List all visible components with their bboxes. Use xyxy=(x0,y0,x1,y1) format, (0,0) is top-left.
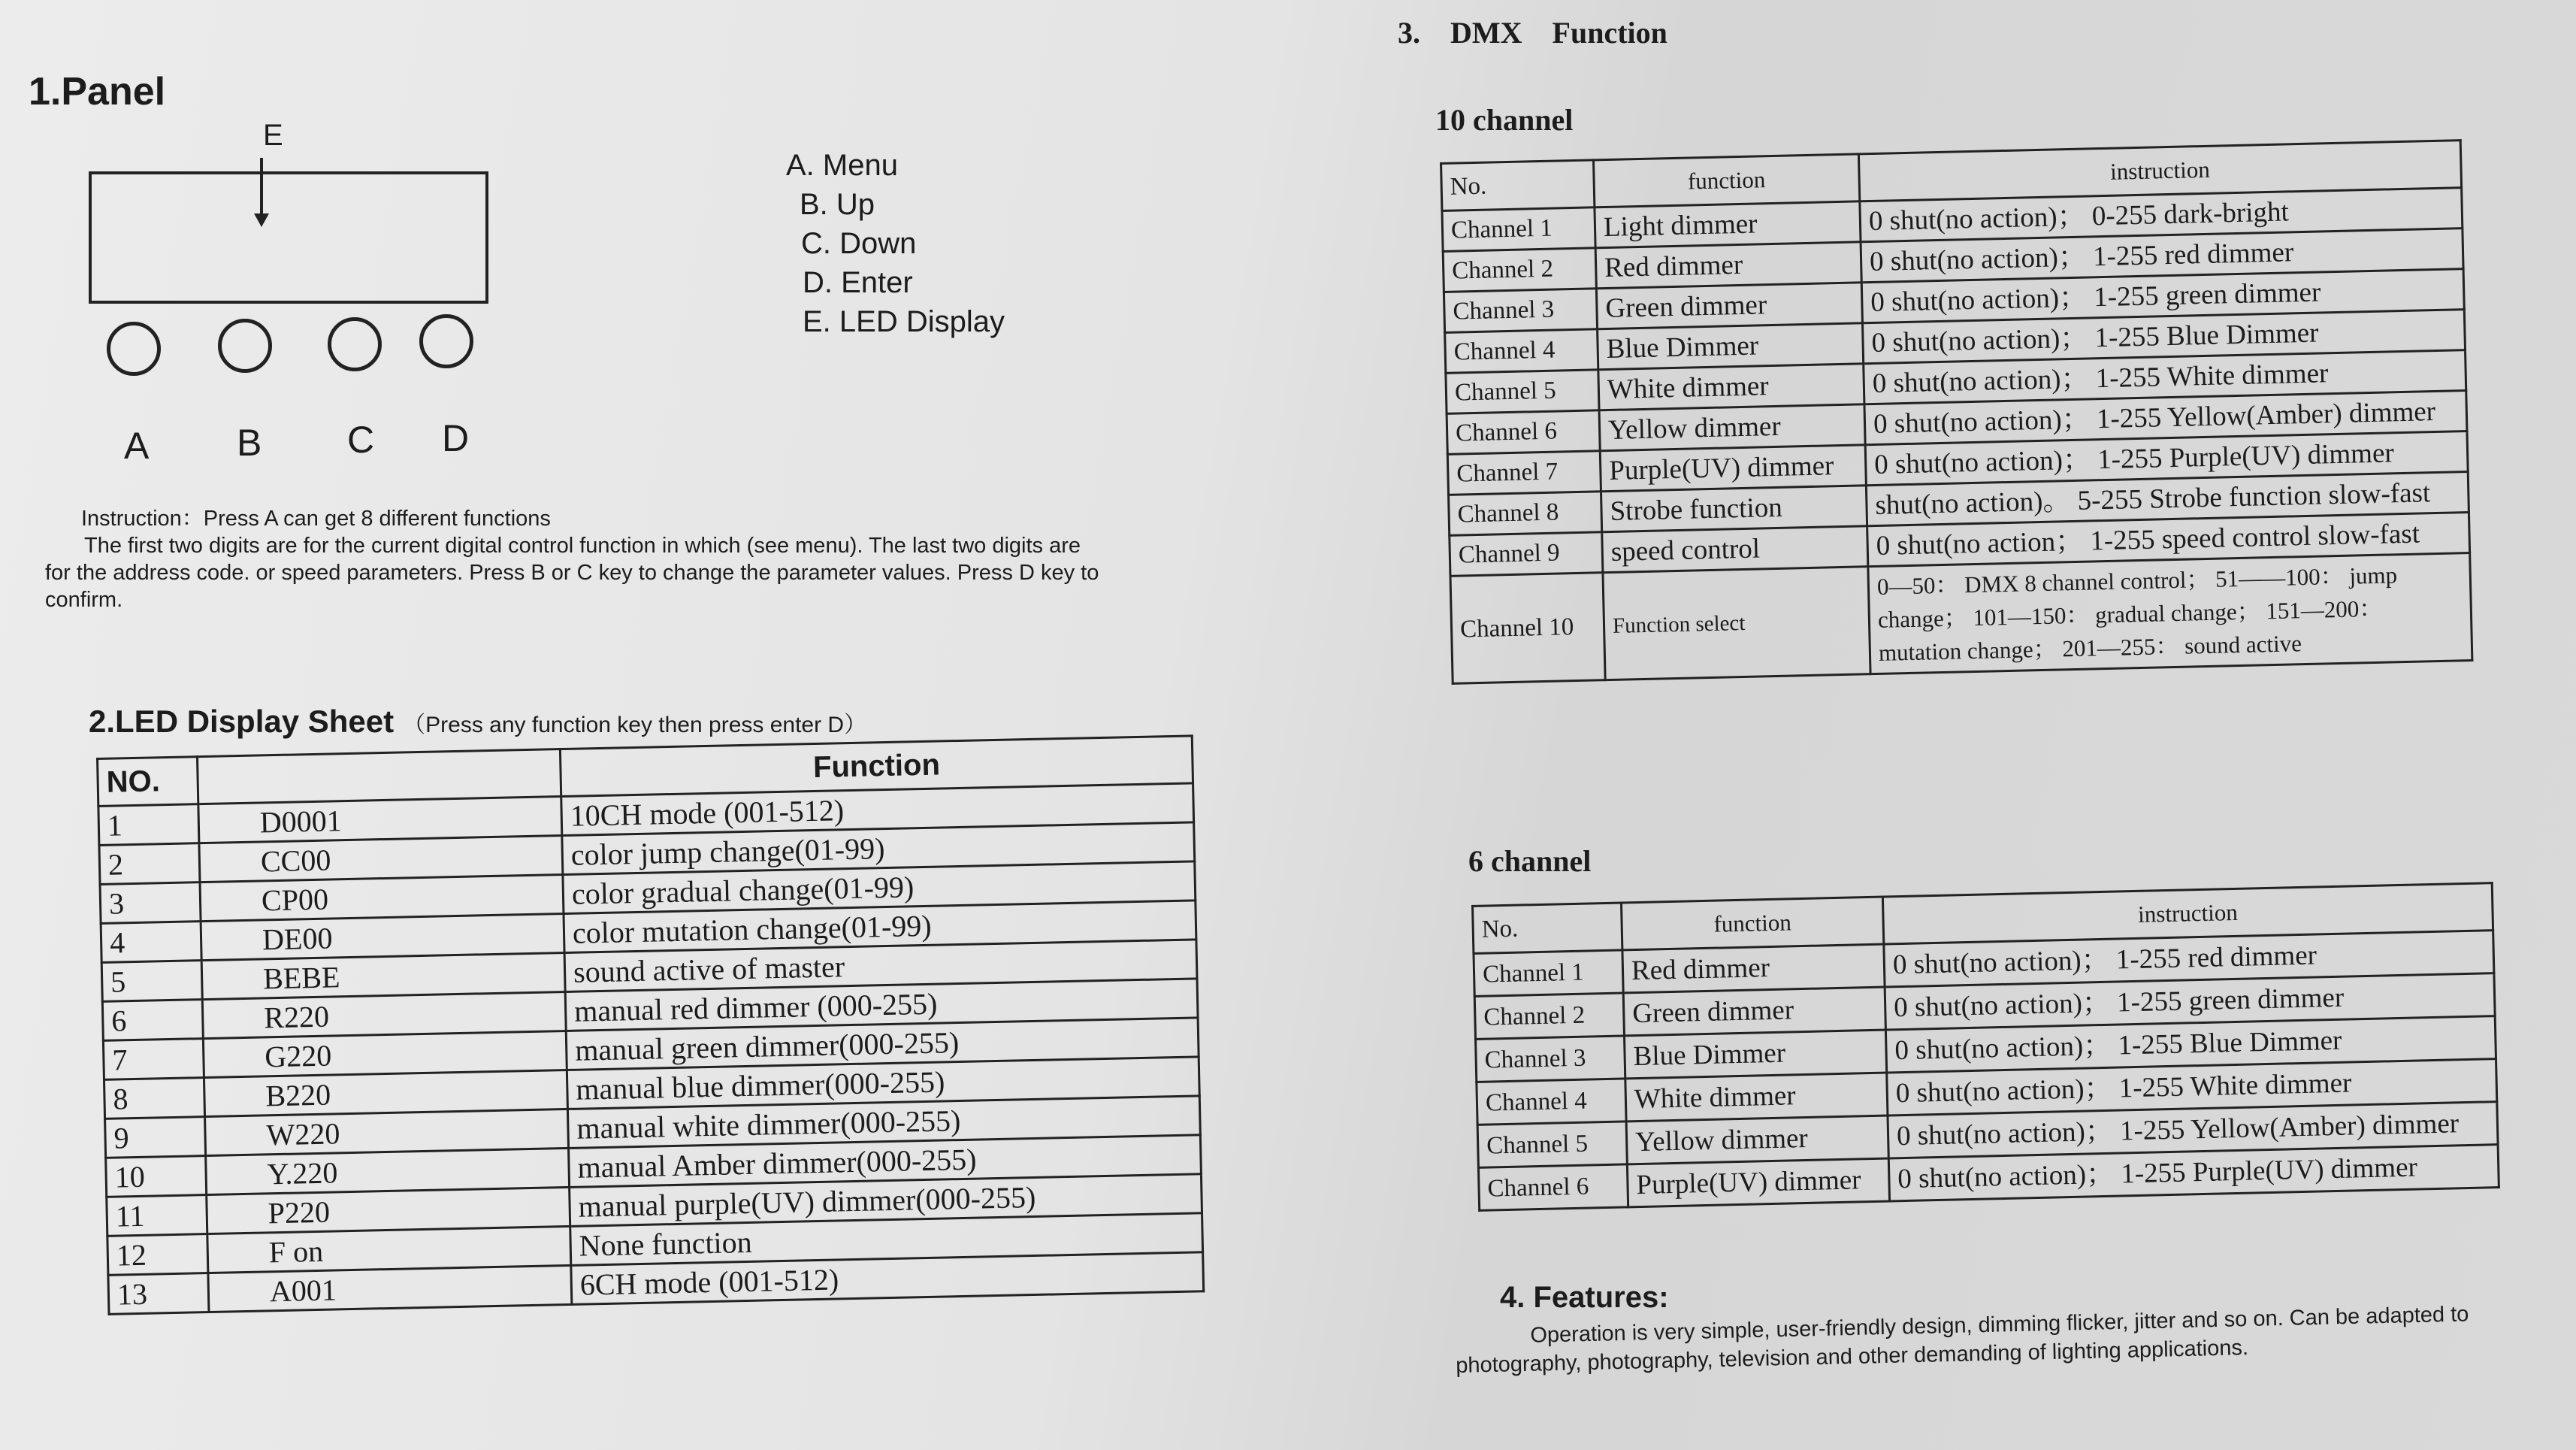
led-function: manual blue dimmer(000-255) xyxy=(567,1057,1199,1109)
channel-function: Green dimmer xyxy=(1623,987,1885,1036)
led-function: color gradual change(01-99) xyxy=(563,861,1196,914)
legend-menu: A. Menu xyxy=(786,149,898,182)
led-function: manual purple(UV) dimmer(000-255) xyxy=(570,1174,1202,1227)
instruction-line-2: The first two digits are for the current digital control function in which (see menu). The last two digits are xyxy=(84,534,1081,558)
panel-instruction xyxy=(45,505,1217,613)
panel-button-label-c: C xyxy=(347,419,375,461)
led-code: R220 xyxy=(202,991,566,1038)
channel-no: Channel 3 xyxy=(1444,289,1597,333)
channel-instruction: 0 shut(no action)； 1-255 Purple(UV) dimmer xyxy=(1865,431,2468,486)
channel-no: Channel 5 xyxy=(1446,370,1599,414)
channel-function: Blue Dimmer xyxy=(1624,1030,1886,1079)
led-no: 12 xyxy=(107,1234,208,1276)
led-code: P220 xyxy=(207,1187,570,1234)
arrow-down-icon xyxy=(254,213,269,227)
led-code: DE00 xyxy=(201,914,564,961)
channel-no: Channel 10 xyxy=(1450,573,1605,684)
channel-function: White dimmer xyxy=(1625,1073,1888,1122)
channel-function: Blue Dimmer xyxy=(1598,323,1864,370)
features-text: Operation is very simple, user-friendly design, dimming flicker, jitter and so on. Can be adapted to photography, photography, television and other demanding of lighting applications. xyxy=(1455,1302,2469,1378)
led-function: manual green dimmer(000-255) xyxy=(566,1018,1199,1070)
led-no: 4 xyxy=(101,922,201,963)
channel-no: Channel 5 xyxy=(1477,1122,1627,1167)
led-function: 6CH mode (001-512) xyxy=(571,1252,1204,1305)
column-header-instruction: instruction xyxy=(1858,141,2461,201)
column-header-code xyxy=(198,749,561,804)
channel-instruction: 0 shut(no action)； 0-255 dark-bright xyxy=(1860,188,2463,242)
led-no: 5 xyxy=(101,961,202,1002)
panel-button-c xyxy=(328,317,382,371)
channel-instruction: 0 shut(no action)； 1-255 White dimmer xyxy=(1864,350,2466,404)
led-sheet-note: （Press any function key then press enter D） xyxy=(403,713,867,737)
panel-button-label-a: A xyxy=(124,425,150,467)
channel-instruction: 0 shut(no action)； 1-255 Purple(UV) dimmer xyxy=(1888,1145,2499,1201)
legend-up: B. Up xyxy=(800,188,875,221)
channel-function: Strobe function xyxy=(1601,486,1867,532)
channel-no: Channel 9 xyxy=(1450,532,1603,577)
channel-no: Channel 2 xyxy=(1443,248,1596,292)
led-no: 2 xyxy=(99,843,200,885)
led-function: manual white dimmer(000-255) xyxy=(567,1096,1200,1149)
legend-down: C. Down xyxy=(801,227,917,260)
legend-enter: D. Enter xyxy=(803,266,913,299)
channel-no: Channel 4 xyxy=(1477,1079,1626,1125)
legend-led-display: E. LED Display xyxy=(803,305,1005,338)
led-function: manual red dimmer (000-255) xyxy=(565,979,1198,1031)
panel-button-label-d: D xyxy=(442,417,470,459)
column-header-function: Function xyxy=(560,736,1193,797)
channel-function: White dimmer xyxy=(1598,364,1864,410)
led-code: Y.220 xyxy=(206,1148,570,1194)
channel-instruction: 0 shut(no action)； 1-255 red dimmer xyxy=(1861,229,2463,283)
column-header-instruction: instruction xyxy=(1882,883,2493,944)
channel-instruction: 0 shut(no action)； 1-255 White dimmer xyxy=(1887,1059,2497,1116)
channel-no: Channel 6 xyxy=(1478,1164,1628,1210)
column-header-no: NO. xyxy=(98,757,198,807)
channel-function: Red dimmer xyxy=(1595,242,1861,289)
instruction-line-4: confirm. xyxy=(45,588,123,612)
dmx-title-b: Function xyxy=(1552,16,1667,50)
ten-channel-table xyxy=(1440,139,2473,685)
six-channel-title: 6 channel xyxy=(1468,844,1592,878)
panel-button-label-b: B xyxy=(237,422,262,464)
channel-function: Green dimmer xyxy=(1596,283,1862,329)
led-no: 8 xyxy=(104,1078,204,1119)
channel-function: speed control xyxy=(1602,526,1868,573)
instruction-line-3: for the address code. or speed parameters. Press B or C key to change the parameter values. Press D key to xyxy=(45,561,1099,585)
channel-function: Function select xyxy=(1603,567,1870,680)
channel-no: Channel 3 xyxy=(1476,1036,1625,1082)
channel-instruction: 0 shut(no action)； 1-255 Yellow(Amber) dimmer xyxy=(1888,1102,2498,1158)
six-channel-table xyxy=(1471,882,2500,1212)
led-no: 1 xyxy=(98,804,199,846)
channel-function: Yellow dimmer xyxy=(1599,404,1865,451)
channel-instruction: 0 shut(no action)； 1-255 green dimmer xyxy=(1885,973,2495,1030)
channel-function: Purple(UV) dimmer xyxy=(1600,445,1866,492)
led-code: G220 xyxy=(203,1031,567,1077)
led-function: color mutation change(01-99) xyxy=(564,901,1196,953)
channel-function: Light dimmer xyxy=(1595,201,1861,248)
led-code: D0001 xyxy=(198,797,562,843)
led-function: color jump change(01-99) xyxy=(562,822,1195,875)
dmx-title-a: DMX xyxy=(1450,16,1522,50)
led-function: manual Amber dimmer(000-255) xyxy=(569,1135,1202,1188)
led-no: 9 xyxy=(105,1117,206,1158)
channel-instruction: shut(no action)。 5-255 Strobe function slow-fast xyxy=(1866,472,2469,526)
channel-instruction: 0—50： DMX 8 channel control； 51——100： jump change； 101—150： gradual change； 151—200： mutation change； 201—255： sound active xyxy=(1868,553,2472,674)
channel-function: Purple(UV) dimmer xyxy=(1627,1158,1889,1207)
led-code: BEBE xyxy=(201,953,565,1000)
channel-no: Channel 1 xyxy=(1474,950,1623,996)
channel-instruction: 0 shut(no action)； 1-255 red dimmer xyxy=(1884,931,2494,987)
channel-instruction: 0 shut(no action)； 1-255 Blue Dimmer xyxy=(1862,310,2465,364)
led-function: sound active of master xyxy=(564,940,1197,992)
channel-no: Channel 2 xyxy=(1474,993,1624,1039)
led-no: 10 xyxy=(106,1156,207,1197)
led-code: A001 xyxy=(208,1265,572,1312)
column-header-function: function xyxy=(1621,897,1883,950)
channel-function: Red dimmer xyxy=(1622,944,1885,993)
channel-instruction: 0 shut(no action)； 1-255 green dimmer xyxy=(1861,269,2464,323)
channel-instruction: 0 shut(no action)； 1-255 Blue Dimmer xyxy=(1885,1016,2496,1073)
instruction-line-1: Instruction：Press A can get 8 different functions xyxy=(81,507,551,531)
panel-led-display xyxy=(89,171,488,304)
led-code: CC00 xyxy=(199,836,563,882)
channel-no: Channel 7 xyxy=(1447,451,1601,495)
led-sheet-title-text: 2.LED Display Sheet xyxy=(89,704,395,739)
led-no: 13 xyxy=(108,1273,209,1315)
dmx-section-number: 3. xyxy=(1398,16,1420,50)
led-no: 6 xyxy=(102,1000,203,1041)
channel-instruction: 0 shut(no action)； 1-255 Yellow(Amber) dimmer xyxy=(1864,391,2467,445)
led-code: B220 xyxy=(204,1070,567,1116)
panel-arrow-line xyxy=(260,158,263,216)
channel-no: Channel 1 xyxy=(1442,207,1595,252)
led-display-table xyxy=(96,734,1205,1315)
channel-function: Yellow dimmer xyxy=(1626,1116,1888,1164)
led-no: 11 xyxy=(107,1195,207,1237)
dmx-section-title xyxy=(1398,15,1698,50)
channel-no: Channel 6 xyxy=(1447,410,1600,455)
led-function: 10CH mode (001-512) xyxy=(561,783,1194,836)
column-header-no: No. xyxy=(1473,903,1622,953)
panel-button-d xyxy=(419,314,473,368)
channel-no: Channel 4 xyxy=(1445,329,1598,374)
panel-button-b xyxy=(218,319,272,373)
led-no: 7 xyxy=(103,1039,204,1080)
column-header-function: function xyxy=(1593,154,1859,207)
channel-instruction: 0 shut(no action； 1-255 speed control slow-fast xyxy=(1867,513,2470,567)
panel-title: 1.Panel xyxy=(29,70,166,114)
led-sheet-title xyxy=(89,704,866,740)
features-title: 4. Features: xyxy=(1500,1281,1669,1314)
led-function: None function xyxy=(570,1213,1203,1266)
led-code: CP00 xyxy=(200,875,564,922)
panel-display-label: E xyxy=(263,119,283,152)
led-no: 3 xyxy=(100,882,201,924)
panel-button-a xyxy=(107,322,161,376)
channel-no: Channel 8 xyxy=(1449,492,1602,536)
table-row xyxy=(1450,553,2472,684)
led-code: W220 xyxy=(205,1109,569,1155)
led-code: F on xyxy=(207,1226,571,1273)
ten-channel-title: 10 channel xyxy=(1435,103,1574,137)
column-header-no: No. xyxy=(1441,160,1595,211)
